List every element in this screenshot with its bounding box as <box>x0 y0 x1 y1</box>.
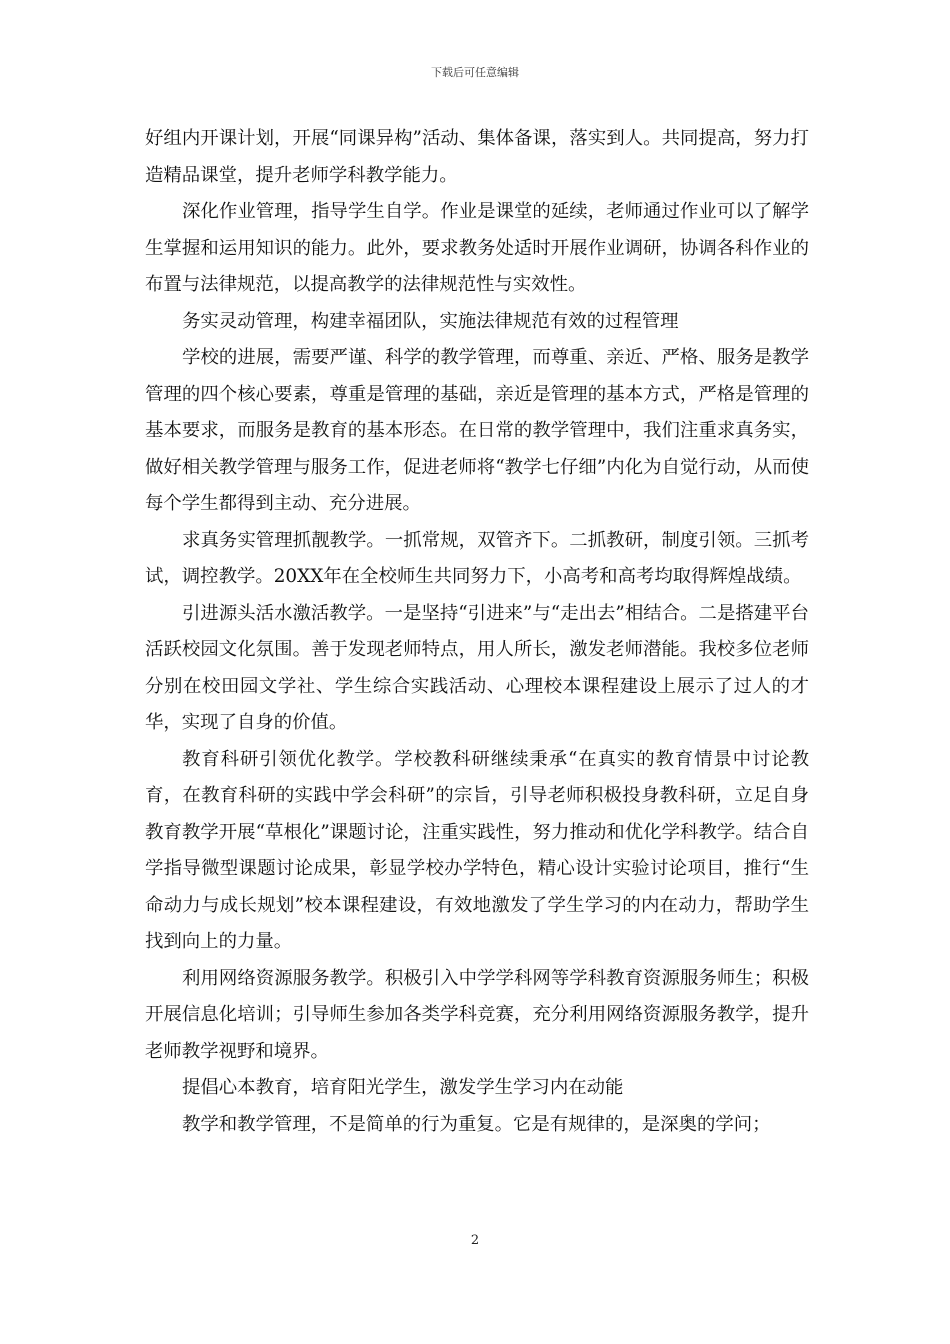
paragraph: 好组内开课计划，开展“同课异构”活动、集体备课，落实到人。共同提高，努力打造精品课堂，提升老师学科教学能力。 <box>145 128 809 186</box>
paragraph: 教学和教学管理，不是简单的行为重复。它是有规律的，是深奥的学问； <box>182 1113 771 1135</box>
document-body <box>145 121 809 1143</box>
paragraph: 利用网络资源服务教学。积极引入中学学科网等学科教育资源服务师生；积极开展信息化培训；引导师生参加各类学科竞赛，充分利用网络资源服务教学，提升老师教学视野和境界。 <box>145 967 809 1062</box>
paragraph: 学校的进展，需要严谨、科学的教学管理，而尊重、亲近、严格、服务是教学管理的四个核心要素，尊重是管理的基础，亲近是管理的基本方式，严格是管理的基本要求，而服务是教育的基本形态。在日常的教学管理中，我们注重求真务实，做好相关教学管理与服务工作，促进老师将“教学七仔细”内化为自觉行动，从而使每个学生都得到主动、充分进展。 <box>145 347 809 514</box>
paragraph: 求真务实管理抓靓教学。一抓常规，双管齐下。二抓教研，制度引领。三抓考试，调控教学。20XX年在全校师生共同努力下，小高考和高考均取得辉煌战绩。 <box>145 529 809 587</box>
section-heading: 提倡心本教育，培育阳光学生，激发学生学习内在动能 <box>182 1077 624 1098</box>
page-number: 2 <box>470 1233 480 1248</box>
page-header: 下载后可任意编辑 <box>431 66 519 79</box>
section-heading: 务实灵动管理，构建幸福团队，实施法律规范有效的过程管理 <box>182 310 679 332</box>
paragraph: 教育科研引领优化教学。学校教科研继续秉承“在真实的教育情景中讨论教育，在教育科研的实践中学会科研”的宗旨，引导老师积极投身教科研，立足自身教育教学开展“草根化”课题讨论，注重实践性，努力推动和优化学科教学。结合自学指导微型课题讨论成果，彰显学校办学特色，精心设计实验讨论项目，推行“生命动力与成长规划”校本课程建设，有效地激发了学生学习的内在动力，帮助学生找到向上的力量。 <box>145 748 809 952</box>
paragraph: 引进源头活水激活教学。一是坚持“引进来”与“走出去”相结合。二是搭建平台活跃校园文化氛围。善于发现老师特点，用人所长，激发老师潜能。我校多位老师分别在校田园文学社、学生综合实践活动、心理校本课程建设上展示了过人的才华，实现了自身的价值。 <box>145 602 809 733</box>
paragraph: 深化作业管理，指导学生自学。作业是课堂的延续，老师通过作业可以了解学生掌握和运用知识的能力。此外，要求教务处适时开展作业调研，协调各科作业的布置与法律规范，以提高教学的法律规范性与实效性。 <box>145 201 809 295</box>
